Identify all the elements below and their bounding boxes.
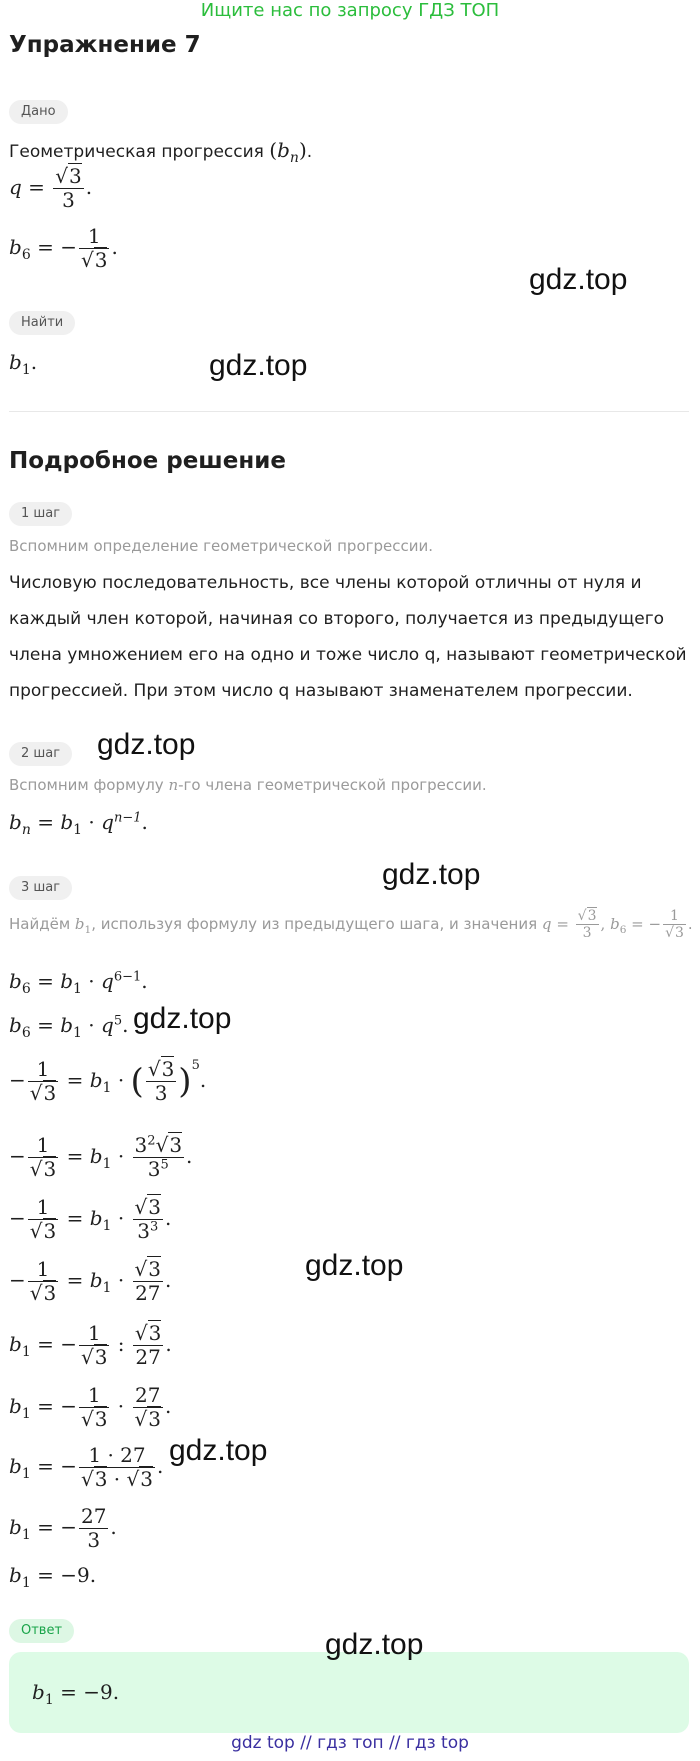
watermark: gdz.top (305, 1249, 404, 1282)
step-3-note-prefix: Найдём (9, 915, 71, 934)
footer-links[interactable]: gdz top // гдз топ // гдз top (231, 1733, 469, 1753)
eq-10: $b_1$ = − $\frac{27}{3}$ . (9, 1504, 117, 1552)
eq-7: $b_1$ = − $\frac{1}{√3}$ : $\frac{√3}{27}$ . (9, 1321, 172, 1369)
answer-badge-label: Ответ (21, 1623, 63, 1638)
step-1-badge (9, 502, 72, 526)
find-badge-label: Найти (21, 315, 64, 330)
given-statement: Геометрическая прогрессия $(b_n)$. (9, 138, 313, 166)
given-b6: $b_6$ = − $\frac{1}{√3}$ . (9, 224, 118, 272)
watermark: gdz.top (97, 728, 196, 761)
watermark: gdz.top (169, 1434, 268, 1467)
formula-nth-term: $b_n = b_1 \cdot q^{n-1}$. (9, 810, 148, 838)
eq-9: $b_1$ = − $\frac{1 \cdot 27}{√3 \cdot √3}$ . (9, 1443, 164, 1491)
watermark: gdz.top (209, 349, 308, 382)
eq-5: − $\frac{1}{√3}$ = $b_1$ · $\frac{√3}{3^3}$ . (9, 1195, 172, 1243)
given-q: q = $\frac{√3}{3}$ . (9, 164, 93, 212)
given-sequence: $(b_n)$ (269, 138, 307, 166)
answer-badge (9, 1619, 74, 1643)
step-2-note-var: n (168, 776, 179, 794)
step-3-label: 3 шаг (21, 880, 61, 895)
solution-title: Подробное решение (9, 448, 286, 474)
step-2-note (9, 776, 487, 794)
watermark: gdz.top (529, 263, 628, 296)
watermark: gdz.top (382, 858, 481, 891)
find-badge (9, 311, 75, 335)
find-b1: $b_1$. (9, 350, 38, 378)
answer-value: $b_1 = -9$. (32, 1680, 120, 1708)
given-badge (9, 100, 68, 124)
step-3-badge (9, 876, 72, 900)
eq-11: $b_1 = -9$. (9, 1563, 97, 1591)
step-2-badge (9, 742, 72, 766)
step-2-note-prefix: Вспомним формулу (9, 776, 164, 794)
step-3-note-mid: , используя формулу из предыдущего шага, и значения (91, 915, 538, 934)
eq-8: $b_1$ = − $\frac{1}{√3}$ · $\frac{27}{√3}$ . (9, 1383, 172, 1431)
step-2-note-suffix: -го члена геометрической прогрессии. (178, 776, 487, 794)
eq-2: $b_6 = b_1 \cdot q^5$. (9, 1013, 129, 1041)
watermark: gdz.top (133, 1002, 232, 1035)
given-text: Геометрическая прогрессия (9, 142, 264, 162)
step-2-label: 2 шаг (21, 746, 61, 761)
page-title: Упражнение 7 (9, 32, 201, 58)
step-1-label: 1 шаг (21, 506, 61, 521)
given-badge-label: Дано (21, 104, 56, 119)
watermark: gdz.top (325, 1628, 424, 1661)
eq-3: − $\frac{1}{√3}$ = $b_1$ · ( $\frac{√3}{3}$ )$^5$. (9, 1057, 207, 1105)
step-3-note: Найдём $b_1$, используя формулу из предыдущего шага, и значения q = $\frac{√3}{3}$ , $b_6$ = − $\frac{1}{√3}$ . (9, 908, 693, 942)
eq-1: $b_6 = b_1 \cdot q^{6-1}$. (9, 969, 148, 997)
step-1-text: Числовую последовательность, все члены которой отличны от нуля и каждый член которой, начиная со второго, получается из предыдущего члена умножением его на одно и тоже число q, называют геометрической прогрессией. При этом число q называют знаменателем прогрессии. (9, 573, 687, 701)
section-divider (9, 411, 689, 412)
step-1-note: Вспомним определение геометрической прогрессии. (9, 537, 434, 555)
eq-4: − $\frac{1}{√3}$ = $b_1$ · $\frac{3^2√3}{3^5}$ . (9, 1133, 193, 1181)
eq-6: − $\frac{1}{√3}$ = $b_1$ · $\frac{√3}{27}$ . (9, 1257, 172, 1305)
top-banner[interactable]: Ищите нас по запросу ГДЗ ТОП (200, 0, 500, 21)
